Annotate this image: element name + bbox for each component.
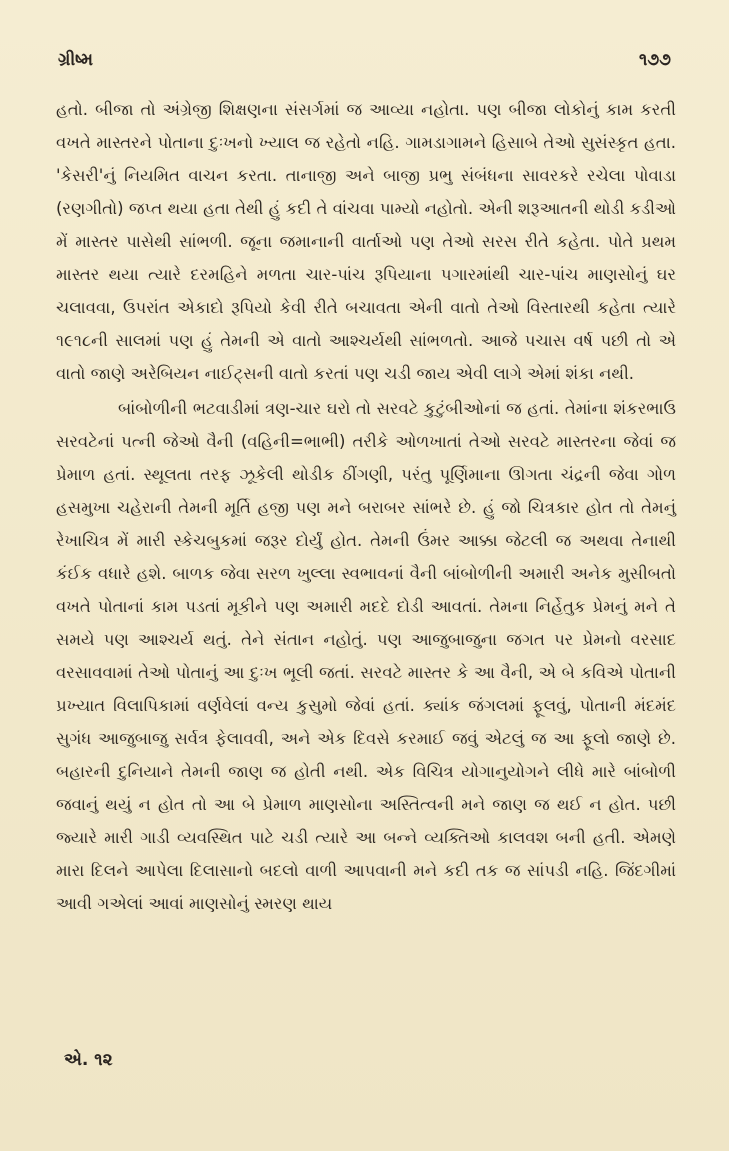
page-number: ૧૭૭ xyxy=(639,50,671,70)
page-header xyxy=(58,50,671,74)
paragraph-2: બાંબોળીની ભટવાડીમાં ત્રણ-ચાર ઘરો તો સરવટે કુટુંબીઓનાં જ હતાં. તેમાંના શંકરભાઉ સરવટેનાં પત્ની જેઓ વૈની (વહિની=ભાભી) તરીકે ઓળખાતાં તેઓ સરવટે માસ્તરના જેવાં જ પ્રેમાળ હતાં. સ્થૂલતા તરફ ઝૂકેલી થોડીક ઠીંગણી, પરંતુ પૂર્ણિમાના ઊગતા ચંદ્રની જેવા ગોળ હસમુખા ચહેરાની તેમની મૂર્તિ હજી પણ મને બરાબર સાંભરે છે. હું જો ચિત્રકાર હોત તો તેમનું રેખાચિત્ર મેં મારી સ્કેચબુકમાં જરૂર દોર્યું હોત. તેમની ઉંમર આક્કા જેટલી જ અથવા તેનાથી કંઈક વધારે હશે. બાળક જેવા સરળ ખુલ્લા સ્વભાવનાં વૈની બાંબોળીની અમારી અનેક મુસીબતો વખતે પોતાનાં કામ પડતાં મૂકીને પણ અમારી મદદે દોડી આવતાં. તેમના નિર્હેતુક પ્રેમનું મને તે સમયે પણ આશ્ચર્ય થતું. તેને સંતાન નહોતું. પણ આજુબાજુના જગત પર પ્રેમનો વરસાદ વરસાવવામાં તેઓ પોતાનું આ દુઃખ ભૂલી જતાં. સરવટે માસ્તર કે આ વૈની, એ બે કવિએ પોતાની પ્રખ્યાત વિલાપિકામાં વર્ણવેલાં વન્ય કુસુમો જેવાં હતાં. ક્યાંક જંગલમાં ફૂલવું, પોતાની મંદમંદ સુગંધ આજુબાજુ સર્વત્ર ફેલાવવી, અને એક દિવસે કરમાઈ જવું એટલું જ આ ફૂલો જાણે છે. બહારની દુનિયાને તેમની જાણ જ હોતી નથી. એક વિચિત્ર યોગાનુયોગને લીધે મારે બાંબોળી જવાનું થયું ન હોત તો આ બે પ્રેમાળ માણસોના અસ્તિત્વની મને જાણ જ થઈ ન હોત. પછી જ્યારે મારી ગાડી વ્યવસ્થિત પાટે ચડી ત્યારે આ બન્ને વ્યક્તિઓ કાલવશ બની હતી. એમણે મારા દિલને આપેલા દિલાસાનો બદલો વાળી આપવાની મને કદી તક જ સાંપડી નહિ. જિંદગીમાં આવી ગએલાં આવાં માણસોનું સ્મરણ થાય xyxy=(56,399,676,913)
running-title: ગ્રીષ્મ xyxy=(58,50,94,70)
signature-mark: એ. ૧૨ xyxy=(64,1050,113,1070)
paragraph-1: હતો. બીજા તો અંગ્રેજી શિક્ષણના સંસર્ગમાં જ આવ્યા નહોતા. પણ બીજા લોકોનું કામ કરતી વખતે માસ્તરને પોતાના દુઃખનો ખ્યાલ જ રહેતો નહિ. ગામડાગામને હિસાબે તેઓ સુસંસ્કૃત હતા. 'કેસરી'નું નિયમિત વાચન કરતા. તાનાજી અને બાજી પ્રભુ સંબંધના સાવરકરે રચેલા પોવાડા (રણગીતો) જપ્ત થયા હતા તેથી હું કદી તે વાંચવા પામ્યો નહોતો. એની શરૂઆતની થોડી કડીઓ મેં માસ્તર પાસેથી સાંભળી. જૂના જમાનાની વાર્તાઓ પણ તેઓ સરસ રીતે કહેતા. પોતે પ્રથમ માસ્તર થયા ત્યારે દરમહિને મળતા ચાર-પાંચ રૂપિયાના પગારમાંથી ચાર-પાંચ માણસોનું ઘર ચલાવવા, ઉપરાંત એકાદો રૂપિયો કેવી રીતે બચાવતા એની વાતો તેઓ વિસ્તારથી કહેતા ત્યારે ૧૯૧૮ની સાલમાં પણ હું તેમની એ વાતો આશ્ચર્યથી સાંભળતો. આજે પચાસ વર્ષ પછી તો એ વાતો જાણે અરેબિયન નાઈટ્સની વાતો કરતાં પણ ચડી જાય એવી લાગે એમાં શંકા નથી. xyxy=(56,100,676,383)
body-text xyxy=(56,93,676,920)
